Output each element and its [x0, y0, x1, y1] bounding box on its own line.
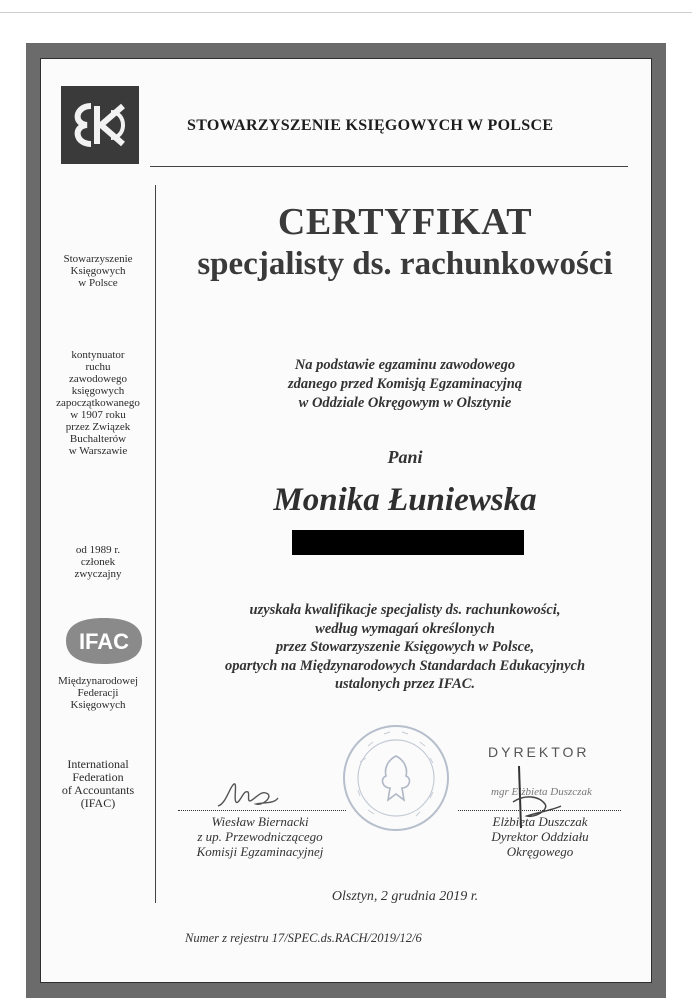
- place-date: Olsztyn, 2 grudnia 2019 r.: [331, 889, 479, 904]
- page-top-rule: [0, 12, 692, 13]
- intro-text: Na podstawie egzaminu zawodowego zdanego przed Komisją Egzaminacyjną w Oddziale Okręgowym w Olsztynie: [287, 357, 523, 411]
- registry-number: Numer z rejestru 17/SPEC.ds.RACH/2019/12/6: [185, 931, 422, 945]
- svg-text:IFAC: IFAC: [78, 629, 130, 654]
- sidebar-membership: od 1989 r. członek zwyczajny: [74, 544, 122, 580]
- certificate-title: CERTYFIKAT: [277, 201, 533, 243]
- org-header: STOWARZYSZENIE KSIĘGOWYCH W POLSCE: [187, 117, 554, 134]
- certificate-subtitle: specjalisty ds. rachunkowości: [197, 246, 613, 282]
- signature-line-right: [458, 810, 621, 811]
- header-divider: [150, 166, 628, 167]
- signature-line-left: [178, 810, 346, 811]
- qualification-text: uzyskała kwalifikacje specjalisty ds. rachunkowości, według wymagań określonych przez Stowarzyszenie Księgowych w Polsce, opartych na Międzynarodowych Standardach Edukacyjnych ustalonych przez IFAC.: [224, 602, 586, 692]
- signatory-right: Elżbieta Duszczak Dyrektor Oddziału Okręgowego: [491, 814, 589, 859]
- sidebar-ifac-pl: Międzynarodowej Federacji Księgowych: [57, 675, 139, 711]
- sidebar-ifac-en: International Federation of Accountants (IFAC): [61, 757, 135, 810]
- ifac-logo-icon: [62, 614, 146, 668]
- salutation: Pani: [387, 447, 423, 467]
- director-stamp-name: mgr Elżbieta Duszczak: [491, 786, 592, 798]
- sidebar-history: kontynuator ruchu zawodowego księgowych zapoczątkowanego w 1907 roku przez Związek Buchalterów w Warszawie: [56, 349, 140, 457]
- redaction-bar: [292, 530, 524, 555]
- sidebar-divider: [155, 185, 156, 903]
- director-stamp-title: DYREKTOR: [488, 744, 590, 760]
- sidebar-org-name: Stowarzyszenie Księgowych w Polsce: [63, 253, 133, 289]
- recipient-name: Monika Łuniewska: [273, 482, 537, 518]
- signatory-left: Wiesław Biernacki z up. Przewodniczącego Komisji Egzaminacyjnej: [196, 814, 324, 859]
- sk-logo-icon: [61, 86, 139, 164]
